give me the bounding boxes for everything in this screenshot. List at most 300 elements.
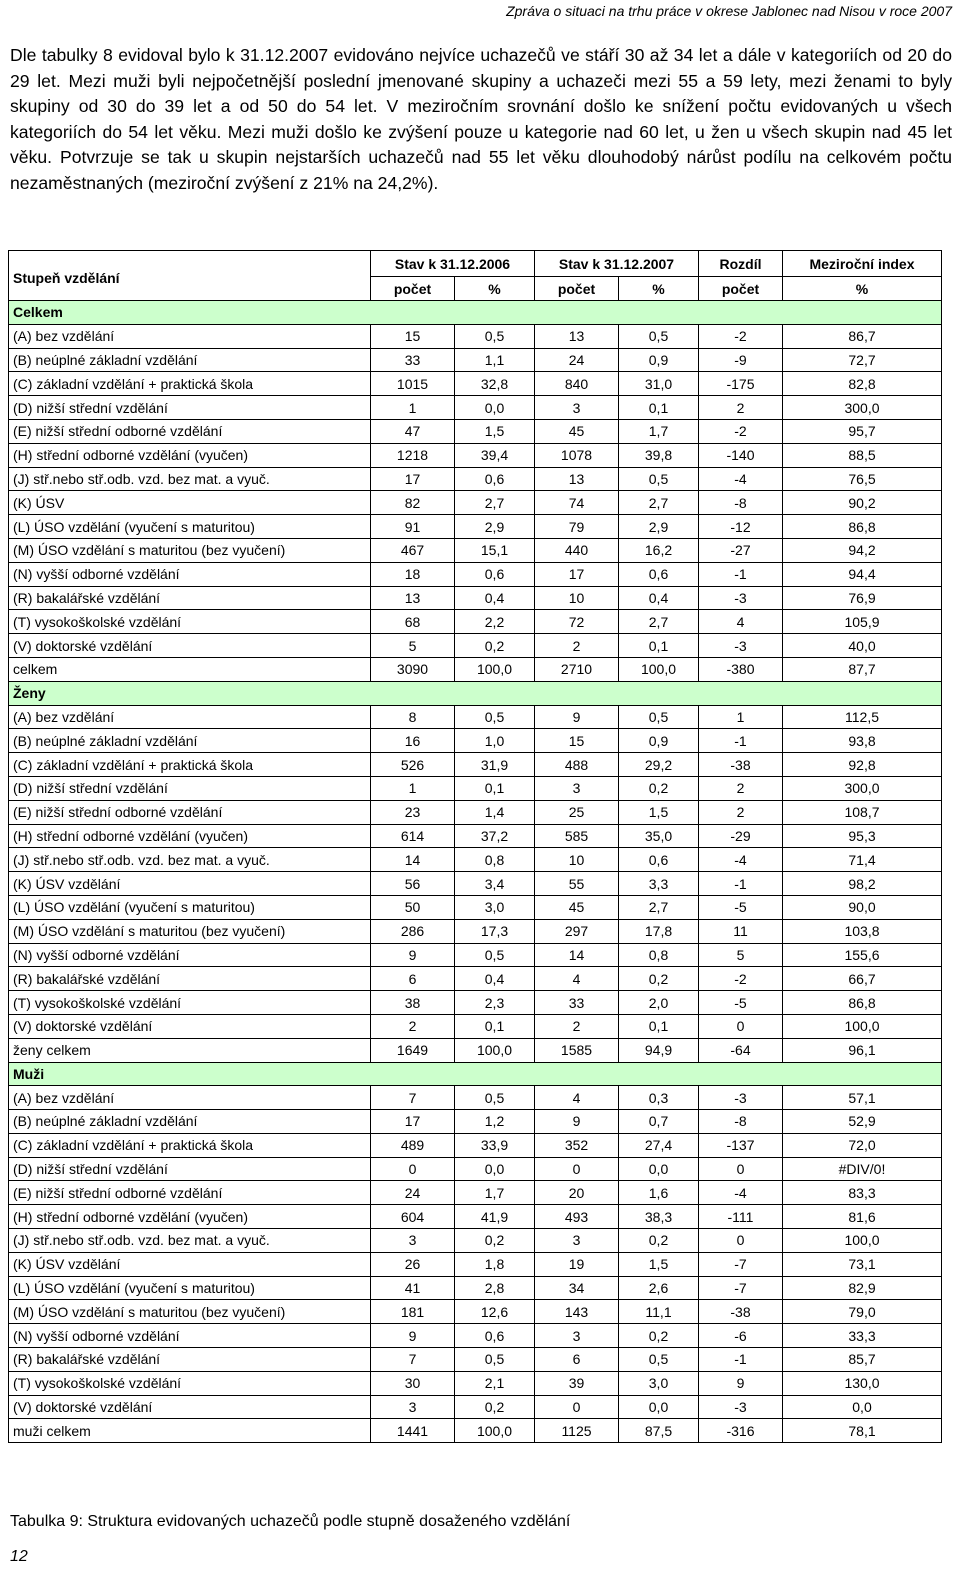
header-index: Meziroční index: [783, 251, 942, 277]
row-value: 31,9: [455, 753, 535, 777]
row-value: 85,7: [783, 1348, 942, 1372]
row-value: 300,0: [783, 776, 942, 800]
row-value: 0,0: [619, 1395, 699, 1419]
row-label: (V) doktorské vzdělání: [9, 1014, 371, 1038]
row-value: -1: [699, 729, 783, 753]
row-value: 3: [535, 1324, 619, 1348]
row-value: 0,3: [619, 1086, 699, 1110]
row-value: 47: [371, 419, 455, 443]
table-row: [9, 895, 942, 919]
row-value: 32,8: [455, 372, 535, 396]
row-value: 87,7: [783, 657, 942, 681]
table-row: [9, 1110, 942, 1134]
row-value: 0,4: [619, 586, 699, 610]
table-row: [9, 943, 942, 967]
table-caption: Tabulka 9: Struktura evidovaných uchazečů podle stupně dosaženého vzdělání: [10, 1513, 571, 1530]
table-body: [9, 251, 942, 1443]
row-label: (A) bez vzdělání: [9, 324, 371, 348]
row-label: (T) vysokoškolské vzdělání: [9, 610, 371, 634]
row-value: 2,6: [619, 1276, 699, 1300]
row-value: 0,9: [619, 729, 699, 753]
row-value: 81,6: [783, 1205, 942, 1229]
row-label: (E) nižší střední odborné vzdělání: [9, 419, 371, 443]
subheader-cell: počet: [699, 277, 783, 301]
row-value: 100,0: [455, 657, 535, 681]
row-value: 0,8: [619, 943, 699, 967]
row-value: -38: [699, 753, 783, 777]
row-value: 0,6: [619, 562, 699, 586]
row-label: (R) bakalářské vzdělání: [9, 1348, 371, 1372]
subheader-cell: počet: [535, 277, 619, 301]
table-row: [9, 1419, 942, 1443]
table-row: [9, 586, 942, 610]
row-value: -8: [699, 1110, 783, 1134]
table-row: [9, 419, 942, 443]
row-value: 39,4: [455, 443, 535, 467]
row-value: 1441: [371, 1419, 455, 1443]
row-value: 2,7: [619, 491, 699, 515]
row-value: 604: [371, 1205, 455, 1229]
row-label: (T) vysokoškolské vzdělání: [9, 1371, 371, 1395]
row-value: 1,2: [455, 1110, 535, 1134]
row-label: (A) bez vzdělání: [9, 1086, 371, 1110]
row-label: (C) základní vzdělání + praktická škola: [9, 1133, 371, 1157]
row-value: 72: [535, 610, 619, 634]
row-value: 0,2: [619, 967, 699, 991]
subheader-cell: %: [619, 277, 699, 301]
row-value: 1,7: [455, 1181, 535, 1205]
table-row: [9, 538, 942, 562]
table-row: [9, 396, 942, 420]
row-value: 3: [535, 396, 619, 420]
row-value: 0,2: [455, 634, 535, 658]
paragraph-sentence: Mezi muži byli nejpočetnější poslední jmenované skupiny a uchazeči mezi 55 a 59 lety, mezi ženami to byly skupiny od 30 do 39 let a od 50 do 54 let.: [10, 70, 952, 117]
row-label: (L) ÚSO vzdělání (vyučení s maturitou): [9, 895, 371, 919]
table-row: [9, 919, 942, 943]
row-value: -6: [699, 1324, 783, 1348]
row-value: 33: [371, 348, 455, 372]
row-value: -5: [699, 991, 783, 1015]
row-value: 0,0: [783, 1395, 942, 1419]
row-value: 2,2: [455, 610, 535, 634]
table-row: [9, 1181, 942, 1205]
row-value: 0,1: [619, 1014, 699, 1038]
row-value: 0,2: [619, 776, 699, 800]
row-value: 3: [371, 1395, 455, 1419]
row-value: 1,5: [619, 800, 699, 824]
row-value: 15: [371, 324, 455, 348]
row-value: 2,3: [455, 991, 535, 1015]
row-value: 17,8: [619, 919, 699, 943]
row-value: 300,0: [783, 396, 942, 420]
table-row: [9, 491, 942, 515]
row-label: (N) vyšší odborné vzdělání: [9, 1324, 371, 1348]
row-value: 96,1: [783, 1038, 942, 1062]
table-row: [9, 348, 942, 372]
row-label: (J) stř.nebo stř.odb. vzd. bez mat. a vyuč.: [9, 1229, 371, 1253]
row-value: 95,3: [783, 824, 942, 848]
row-value: 1,6: [619, 1181, 699, 1205]
row-value: 1218: [371, 443, 455, 467]
row-value: 130,0: [783, 1371, 942, 1395]
row-value: 26: [371, 1252, 455, 1276]
section-title: Celkem: [9, 301, 942, 325]
row-label: ženy celkem: [9, 1038, 371, 1062]
row-label: (C) základní vzdělání + praktická škola: [9, 372, 371, 396]
row-value: 3: [535, 776, 619, 800]
row-value: 24: [535, 348, 619, 372]
row-value: -137: [699, 1133, 783, 1157]
row-value: 0: [699, 1157, 783, 1181]
row-value: 79: [535, 515, 619, 539]
row-label: (M) ÚSO vzdělání s maturitou (bez vyučení): [9, 538, 371, 562]
row-value: -7: [699, 1252, 783, 1276]
table-row: [9, 872, 942, 896]
row-value: 2: [371, 1014, 455, 1038]
row-value: 73,1: [783, 1252, 942, 1276]
row-value: 1585: [535, 1038, 619, 1062]
row-value: 2,7: [455, 491, 535, 515]
row-value: -3: [699, 1395, 783, 1419]
row-label: (B) neúplné základní vzdělání: [9, 1110, 371, 1134]
row-value: 0,6: [455, 562, 535, 586]
page-number: 12: [10, 1548, 28, 1565]
row-value: 4: [535, 1086, 619, 1110]
row-value: 12,6: [455, 1300, 535, 1324]
table-row: [9, 657, 942, 681]
row-value: 0: [699, 1229, 783, 1253]
row-value: 105,9: [783, 610, 942, 634]
table-row: [9, 729, 942, 753]
table-row: [9, 1133, 942, 1157]
row-value: 2,0: [619, 991, 699, 1015]
row-value: -3: [699, 1086, 783, 1110]
row-value: 0,9: [619, 348, 699, 372]
row-label: celkem: [9, 657, 371, 681]
row-value: 27,4: [619, 1133, 699, 1157]
row-value: 13: [535, 467, 619, 491]
row-value: 0,1: [619, 396, 699, 420]
row-value: 100,0: [619, 657, 699, 681]
row-value: 0,0: [455, 396, 535, 420]
row-value: 526: [371, 753, 455, 777]
row-value: 2: [699, 396, 783, 420]
table-row: [9, 824, 942, 848]
row-value: 15,1: [455, 538, 535, 562]
table-row: [9, 324, 942, 348]
row-value: 4: [699, 610, 783, 634]
row-value: 840: [535, 372, 619, 396]
row-value: 86,7: [783, 324, 942, 348]
row-value: 1,5: [455, 419, 535, 443]
row-value: 25: [535, 800, 619, 824]
row-label: (V) doktorské vzdělání: [9, 1395, 371, 1419]
row-value: 9: [371, 943, 455, 967]
row-value: 5: [371, 634, 455, 658]
table-row: [9, 753, 942, 777]
row-label: (J) stř.nebo stř.odb. vzd. bez mat. a vyuč.: [9, 848, 371, 872]
section-row: [9, 681, 942, 705]
subheader-cell: %: [783, 277, 942, 301]
row-value: 112,5: [783, 705, 942, 729]
section-row: [9, 301, 942, 325]
row-value: 1,1: [455, 348, 535, 372]
row-value: 30: [371, 1371, 455, 1395]
row-value: 440: [535, 538, 619, 562]
row-value: 90,2: [783, 491, 942, 515]
row-value: 17: [371, 467, 455, 491]
row-value: 0,2: [619, 1229, 699, 1253]
row-value: 0,7: [619, 1110, 699, 1134]
row-value: 86,8: [783, 515, 942, 539]
row-label: (M) ÚSO vzdělání s maturitou (bez vyučení): [9, 919, 371, 943]
row-value: 17: [371, 1110, 455, 1134]
row-value: 11,1: [619, 1300, 699, 1324]
table-row: [9, 562, 942, 586]
row-value: 17,3: [455, 919, 535, 943]
row-value: 1: [371, 396, 455, 420]
row-value: 0,1: [455, 776, 535, 800]
row-value: 33: [535, 991, 619, 1015]
row-value: 16,2: [619, 538, 699, 562]
row-value: 79,0: [783, 1300, 942, 1324]
row-value: 0,5: [455, 943, 535, 967]
row-value: 585: [535, 824, 619, 848]
paragraph-sentence: Dle tabulky 8 evidoval bylo k 31.12.2007 evidováno nejvíce uchazečů ve stáří 30 až 34 let a dále v kategoriích od 20 do 29 let.: [10, 45, 952, 91]
row-value: 108,7: [783, 800, 942, 824]
row-value: 1,7: [619, 419, 699, 443]
row-label: (B) neúplné základní vzdělání: [9, 348, 371, 372]
row-value: 82,9: [783, 1276, 942, 1300]
row-value: 50: [371, 895, 455, 919]
table-row: [9, 1014, 942, 1038]
table-row: [9, 991, 942, 1015]
row-value: 24: [371, 1181, 455, 1205]
row-value: -175: [699, 372, 783, 396]
row-value: 2,7: [619, 895, 699, 919]
row-value: 0,6: [619, 848, 699, 872]
row-value: 19: [535, 1252, 619, 1276]
table-row: [9, 1252, 942, 1276]
row-value: 3,3: [619, 872, 699, 896]
row-value: -140: [699, 443, 783, 467]
table-row: [9, 372, 942, 396]
row-value: 68: [371, 610, 455, 634]
row-label: (D) nižší střední vzdělání: [9, 1157, 371, 1181]
row-value: 90,0: [783, 895, 942, 919]
row-value: 2: [699, 800, 783, 824]
row-value: 6: [371, 967, 455, 991]
table-row: [9, 1348, 942, 1372]
row-value: 2,9: [619, 515, 699, 539]
row-value: -27: [699, 538, 783, 562]
table-row: [9, 1395, 942, 1419]
row-label: (H) střední odborné vzdělání (vyučen): [9, 1205, 371, 1229]
row-value: 38: [371, 991, 455, 1015]
table-row: [9, 634, 942, 658]
row-value: 3,0: [619, 1371, 699, 1395]
row-value: 74: [535, 491, 619, 515]
row-value: -12: [699, 515, 783, 539]
row-value: 2: [535, 634, 619, 658]
row-value: 7: [371, 1086, 455, 1110]
row-value: 35,0: [619, 824, 699, 848]
table-row: [9, 1371, 942, 1395]
row-value: 45: [535, 895, 619, 919]
table-row: [9, 467, 942, 491]
row-label: (K) ÚSV vzdělání: [9, 1252, 371, 1276]
row-value: 100,0: [455, 1038, 535, 1062]
table-row: [9, 1086, 942, 1110]
row-value: 15: [535, 729, 619, 753]
row-value: -111: [699, 1205, 783, 1229]
row-value: 0: [699, 1014, 783, 1038]
row-value: -1: [699, 872, 783, 896]
row-value: 14: [535, 943, 619, 967]
row-label: (K) ÚSV vzdělání: [9, 872, 371, 896]
row-label: (E) nižší střední odborné vzdělání: [9, 800, 371, 824]
row-value: 100,0: [783, 1014, 942, 1038]
row-value: -3: [699, 634, 783, 658]
row-label: (R) bakalářské vzdělání: [9, 586, 371, 610]
table-row: [9, 443, 942, 467]
table-row: [9, 705, 942, 729]
paragraph-sentence: Potvrzuje se tak u skupin nejstarších uchazečů nad 55 let věku dlouhodobý nárůst podílu na celkovém počtu nezaměstnaných (meziroční zvýšení z 21% na 24,2%).: [10, 147, 952, 193]
header-stav-2006: Stav k 31.12.2006: [371, 251, 535, 277]
row-label: (H) střední odborné vzdělání (vyučen): [9, 824, 371, 848]
table-row: [9, 1038, 942, 1062]
row-value: 2710: [535, 657, 619, 681]
row-label: (K) ÚSV: [9, 491, 371, 515]
row-value: 82,8: [783, 372, 942, 396]
row-value: 2,7: [619, 610, 699, 634]
row-value: 13: [371, 586, 455, 610]
row-label: muži celkem: [9, 1419, 371, 1443]
row-value: -3: [699, 586, 783, 610]
table-row: [9, 1205, 942, 1229]
row-value: 76,9: [783, 586, 942, 610]
row-value: 0,0: [619, 1157, 699, 1181]
row-value: 1: [371, 776, 455, 800]
row-value: 1: [699, 705, 783, 729]
row-value: 100,0: [783, 1229, 942, 1253]
row-value: 1,0: [455, 729, 535, 753]
row-value: 91: [371, 515, 455, 539]
row-value: 1125: [535, 1419, 619, 1443]
row-value: 40,0: [783, 634, 942, 658]
row-value: 0,5: [619, 467, 699, 491]
row-value: 3,4: [455, 872, 535, 896]
running-header: Zpráva o situaci na trhu práce v okrese Jablonec nad Nisou v roce 2007: [506, 3, 952, 19]
row-value: 56: [371, 872, 455, 896]
header-row: [9, 251, 942, 277]
row-label: (D) nižší střední vzdělání: [9, 776, 371, 800]
row-value: 37,2: [455, 824, 535, 848]
body-paragraph: [10, 43, 952, 197]
row-value: 103,8: [783, 919, 942, 943]
row-value: -316: [699, 1419, 783, 1443]
row-value: 0,4: [455, 967, 535, 991]
section-title: Ženy: [9, 681, 942, 705]
row-value: 33,3: [783, 1324, 942, 1348]
row-value: 87,5: [619, 1419, 699, 1443]
row-value: 18: [371, 562, 455, 586]
row-value: 0,2: [619, 1324, 699, 1348]
row-value: 1,5: [619, 1252, 699, 1276]
row-value: 1649: [371, 1038, 455, 1062]
row-value: 55: [535, 872, 619, 896]
table-row: [9, 1276, 942, 1300]
row-value: 2,1: [455, 1371, 535, 1395]
table-row: [9, 800, 942, 824]
row-value: 155,6: [783, 943, 942, 967]
row-value: 1,8: [455, 1252, 535, 1276]
row-value: -2: [699, 419, 783, 443]
row-value: 0,4: [455, 586, 535, 610]
row-value: 7: [371, 1348, 455, 1372]
row-value: 1015: [371, 372, 455, 396]
row-value: 5: [699, 943, 783, 967]
row-label: (L) ÚSO vzdělání (vyučení s maturitou): [9, 1276, 371, 1300]
row-value: 94,4: [783, 562, 942, 586]
row-label: (E) nižší střední odborné vzdělání: [9, 1181, 371, 1205]
row-value: 0,2: [455, 1229, 535, 1253]
header-stupen: Stupeň vzdělání: [9, 251, 371, 301]
header-rozdil: Rozdíl: [699, 251, 783, 277]
table-row: [9, 1324, 942, 1348]
row-value: 286: [371, 919, 455, 943]
row-value: 2: [699, 776, 783, 800]
row-value: 92,8: [783, 753, 942, 777]
row-value: 0,5: [619, 1348, 699, 1372]
row-value: 41,9: [455, 1205, 535, 1229]
row-label: (J) stř.nebo stř.odb. vzd. bez mat. a vyuč.: [9, 467, 371, 491]
row-value: 23: [371, 800, 455, 824]
row-value: 88,5: [783, 443, 942, 467]
table-row: [9, 967, 942, 991]
row-value: 20: [535, 1181, 619, 1205]
row-value: 614: [371, 824, 455, 848]
row-value: 3090: [371, 657, 455, 681]
table-row: [9, 1300, 942, 1324]
row-value: -4: [699, 848, 783, 872]
table-row: [9, 1229, 942, 1253]
row-value: 488: [535, 753, 619, 777]
row-value: 93,8: [783, 729, 942, 753]
row-value: 2,8: [455, 1276, 535, 1300]
row-value: 10: [535, 848, 619, 872]
row-value: -29: [699, 824, 783, 848]
row-value: 0,5: [455, 324, 535, 348]
row-value: 0,1: [619, 634, 699, 658]
row-value: 98,2: [783, 872, 942, 896]
table-row: [9, 610, 942, 634]
row-label: (R) bakalářské vzdělání: [9, 967, 371, 991]
paragraph-sentence: V meziročním srovnání došlo ke snížení počtu evidovaných u všech kategoriích do 54 let věku.: [10, 96, 952, 142]
row-value: 9: [535, 705, 619, 729]
row-label: (D) nižší střední vzdělání: [9, 396, 371, 420]
row-value: 0,5: [455, 1086, 535, 1110]
row-value: 8: [371, 705, 455, 729]
row-label: (L) ÚSO vzdělání (vyučení s maturitou): [9, 515, 371, 539]
row-value: 9: [371, 1324, 455, 1348]
row-label: (M) ÚSO vzdělání s maturitou (bez vyučení): [9, 1300, 371, 1324]
row-value: 9: [699, 1371, 783, 1395]
table-row: [9, 848, 942, 872]
table-row: [9, 1157, 942, 1181]
row-value: 72,0: [783, 1133, 942, 1157]
row-value: #DIV/0!: [783, 1157, 942, 1181]
